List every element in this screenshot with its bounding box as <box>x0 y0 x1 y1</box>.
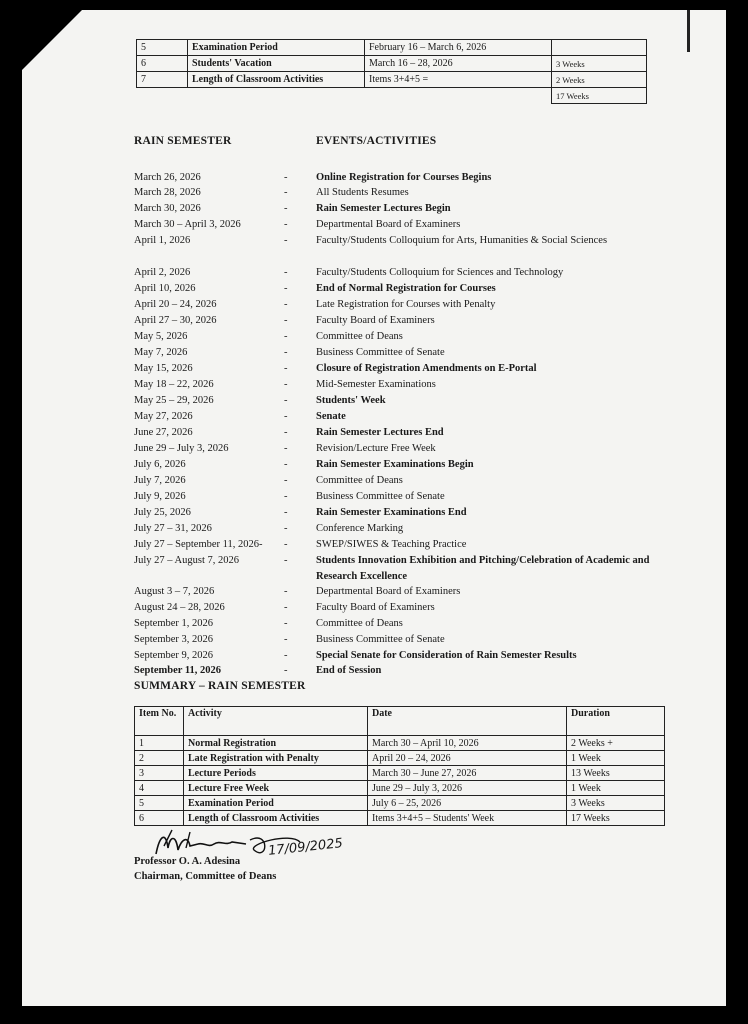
cell-date: Items 3+4+5 – Students' Week <box>368 811 567 826</box>
event-date: June 29 – July 3, 2026 <box>134 443 229 454</box>
separator-dash: - <box>284 395 288 406</box>
event-activity: Faculty/Students Colloquium for Sciences and Technology <box>316 267 564 278</box>
cell-no: 2 <box>135 751 184 766</box>
event-date: July 27 – September 11, 2026- <box>134 539 263 550</box>
cell-no: 1 <box>135 736 184 751</box>
event-activity: Rain Semester Lectures End <box>316 427 444 438</box>
cell-activity: Length of Classroom Activities <box>184 811 368 826</box>
signatory-name: Professor O. A. Adesina <box>134 856 241 867</box>
separator-dash: - <box>284 347 288 358</box>
event-date: April 20 – 24, 2026 <box>134 299 217 310</box>
event-activity: Senate <box>316 411 346 422</box>
event-date: July 7, 2026 <box>134 475 186 486</box>
event-date: May 15, 2026 <box>134 363 193 374</box>
event-date: May 7, 2026 <box>134 347 188 358</box>
cell-date: July 6 – 25, 2026 <box>368 796 567 811</box>
event-activity: All Students Resumes <box>316 187 409 198</box>
folded-corner <box>22 10 82 70</box>
event-date: April 1, 2026 <box>134 235 191 246</box>
separator-dash: - <box>284 427 288 438</box>
event-activity: SWEP/SIWES & Teaching Practice <box>316 539 467 550</box>
event-date: July 27 – 31, 2026 <box>134 523 212 534</box>
separator-dash: - <box>284 363 288 374</box>
event-date: July 25, 2026 <box>134 507 191 518</box>
separator-dash: - <box>284 315 288 326</box>
separator-dash: - <box>284 602 288 613</box>
event-date: August 24 – 28, 2026 <box>134 602 225 613</box>
event-date: April 2, 2026 <box>134 267 191 278</box>
event-activity: Business Committee of Senate <box>316 491 445 502</box>
signatory-title: Chairman, Committee of Deans <box>134 871 277 882</box>
event-activity: Faculty Board of Examiners <box>316 315 435 326</box>
section-heading-rain-semester: RAIN SEMESTER <box>134 135 232 147</box>
separator-dash: - <box>284 634 288 645</box>
event-date: July 9, 2026 <box>134 491 186 502</box>
event-activity: Committee of Deans <box>316 475 403 486</box>
separator-dash: - <box>284 235 288 246</box>
separator-dash: - <box>284 665 288 676</box>
separator-dash: - <box>284 203 288 214</box>
separator-dash: - <box>284 523 288 534</box>
separator-dash: - <box>284 475 288 486</box>
event-date: September 9, 2026 <box>134 650 214 661</box>
section-heading-summary: SUMMARY – RAIN SEMESTER <box>134 680 306 692</box>
event-activity: Online Registration for Courses Begins <box>316 172 492 183</box>
cell-activity: Late Registration with Penalty <box>184 751 368 766</box>
section-heading-events: EVENTS/ACTIVITIES <box>316 135 437 147</box>
separator-dash: - <box>284 187 288 198</box>
separator-dash: - <box>284 459 288 470</box>
table-row <box>135 781 665 796</box>
table-header-row <box>135 707 665 736</box>
cell-activity: Normal Registration <box>184 736 368 751</box>
event-date: May 25 – 29, 2026 <box>134 395 214 406</box>
event-date: July 27 – August 7, 2026 <box>134 555 240 566</box>
page-edge-mark <box>687 10 690 52</box>
table-row <box>135 736 665 751</box>
event-date: May 5, 2026 <box>134 331 188 342</box>
event-activity: Students Innovation Exhibition and Pitching/Celebration of Academic and Research Excellence <box>316 555 650 582</box>
event-date: May 27, 2026 <box>134 411 193 422</box>
event-date: August 3 – 7, 2026 <box>134 586 215 597</box>
separator-dash: - <box>284 586 288 597</box>
event-date: September 1, 2026 <box>134 618 214 629</box>
event-activity: Faculty/Students Colloquium for Arts, Humanities & Social Sciences <box>316 235 608 246</box>
cell-date: April 20 – 24, 2026 <box>368 751 567 766</box>
event-activity: Rain Semester Examinations Begin <box>316 459 474 470</box>
event-date: June 27, 2026 <box>134 427 193 438</box>
event-date: March 30 – April 3, 2026 <box>134 219 241 230</box>
event-date: May 18 – 22, 2026 <box>134 379 214 390</box>
event-date: September 11, 2026 <box>134 665 222 676</box>
event-activity: Business Committee of Senate <box>316 634 445 645</box>
table-row: 7 Length of Classroom Activities Items 3+4+5 = 2 Weeks <box>137 72 647 88</box>
event-date: March 26, 2026 <box>134 172 201 183</box>
separator-dash: - <box>284 267 288 278</box>
table-row: 17 Weeks <box>137 88 647 104</box>
cell-duration: 13 Weeks <box>567 766 665 781</box>
cell-duration: 2 Weeks + <box>567 736 665 751</box>
separator-dash: - <box>284 555 288 566</box>
table-row <box>135 796 665 811</box>
table-row <box>135 811 665 826</box>
event-activity: Departmental Board of Examiners <box>316 586 461 597</box>
cell-no: 5 <box>135 796 184 811</box>
separator-dash: - <box>284 411 288 422</box>
col-header-activity: Activity <box>184 707 368 736</box>
separator-dash: - <box>284 331 288 342</box>
event-activity: Rain Semester Examinations End <box>316 507 467 518</box>
event-activity: Committee of Deans <box>316 331 403 342</box>
col-header-duration: Duration <box>567 707 665 736</box>
separator-dash: - <box>284 539 288 550</box>
separator-dash: - <box>284 299 288 310</box>
separator-dash: - <box>284 491 288 502</box>
col-header-date: Date <box>368 707 567 736</box>
event-activity: End of Session <box>316 665 382 676</box>
separator-dash: - <box>284 650 288 661</box>
event-date: July 6, 2026 <box>134 459 186 470</box>
separator-dash: - <box>284 443 288 454</box>
event-date: March 28, 2026 <box>134 187 201 198</box>
event-activity: Mid-Semester Examinations <box>316 379 436 390</box>
cell-activity: Lecture Periods <box>184 766 368 781</box>
table-row <box>135 751 665 766</box>
separator-dash: - <box>284 507 288 518</box>
table-row <box>135 766 665 781</box>
col-header-item: Item No. <box>135 707 184 736</box>
event-activity: Departmental Board of Examiners <box>316 219 461 230</box>
cell-no: 4 <box>135 781 184 796</box>
cell-date: March 30 – June 27, 2026 <box>368 766 567 781</box>
cell-no: 6 <box>135 811 184 826</box>
event-date: April 10, 2026 <box>134 283 196 294</box>
cell-date: June 29 – July 3, 2026 <box>368 781 567 796</box>
event-activity: Rain Semester Lectures Begin <box>316 203 451 214</box>
separator-dash: - <box>284 283 288 294</box>
event-date: April 27 – 30, 2026 <box>134 315 217 326</box>
cell-activity: Examination Period <box>184 796 368 811</box>
cell-duration: 1 Week <box>567 781 665 796</box>
separator-dash: - <box>284 618 288 629</box>
cell-activity: Lecture Free Week <box>184 781 368 796</box>
summary-table <box>134 706 665 826</box>
separator-dash: - <box>284 379 288 390</box>
cell-no: 3 <box>135 766 184 781</box>
separator-dash: - <box>284 219 288 230</box>
event-date: March 30, 2026 <box>134 203 201 214</box>
table-row: 5 Examination Period February 16 – March 6, 2026 <box>137 40 647 56</box>
event-activity: Conference Marking <box>316 523 404 534</box>
event-activity: Business Committee of Senate <box>316 347 445 358</box>
table-row: 6 Students' Vacation March 16 – 28, 2026 3 Weeks <box>137 56 647 72</box>
cell-duration: 1 Week <box>567 751 665 766</box>
event-activity: Special Senate for Consideration of Rain Semester Results <box>316 650 577 661</box>
event-activity: Students' Week <box>316 395 386 406</box>
event-activity: End of Normal Registration for Courses <box>316 283 496 294</box>
signature-date: 17/09/2025 <box>267 836 344 859</box>
event-activity: Late Registration for Courses with Penalty <box>316 299 496 310</box>
event-activity: Closure of Registration Amendments on E-Portal <box>316 363 537 374</box>
event-date: September 3, 2026 <box>134 634 214 645</box>
cell-duration: 3 Weeks <box>567 796 665 811</box>
cell-date: March 30 – April 10, 2026 <box>368 736 567 751</box>
cell-duration: 17 Weeks <box>567 811 665 826</box>
event-activity: Faculty Board of Examiners <box>316 602 435 613</box>
separator-dash: - <box>284 172 288 183</box>
event-activity: Committee of Deans <box>316 618 403 629</box>
event-activity: Revision/Lecture Free Week <box>316 443 436 454</box>
top-summary-table <box>136 39 647 104</box>
